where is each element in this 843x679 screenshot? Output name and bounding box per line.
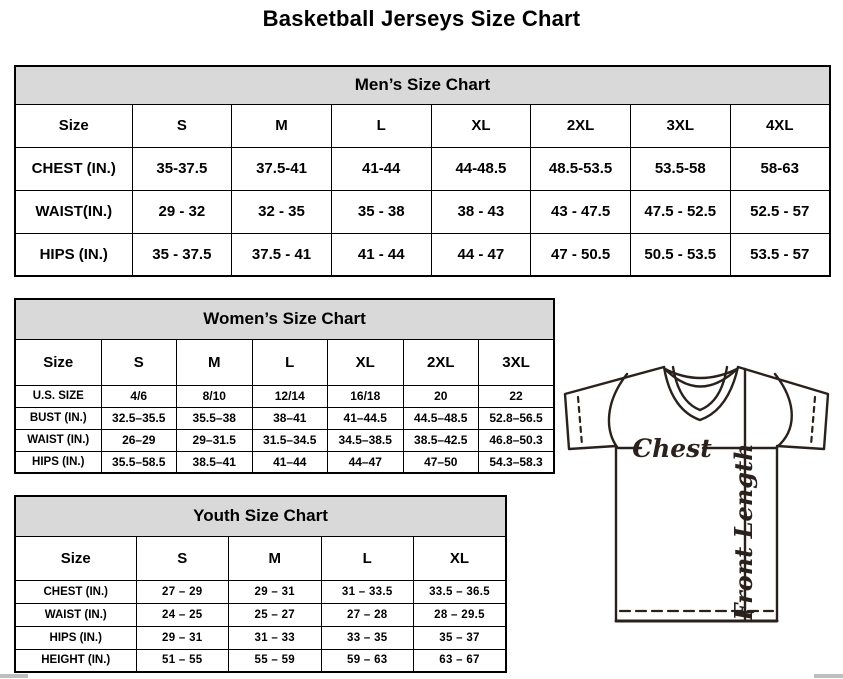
youth-row (15, 580, 506, 603)
mens-value-cell: 43 - 47.5 (531, 190, 631, 233)
womens-row-label: BUST (IN.) (15, 407, 101, 429)
cuff-dashed-line (578, 397, 582, 445)
mens-row (15, 147, 830, 190)
mens-value-cell: 47.5 - 52.5 (630, 190, 730, 233)
youth-value-cell: 25 – 27 (229, 603, 322, 626)
mens-column-header: M (232, 104, 332, 147)
womens-column-header: 3XL (479, 339, 555, 385)
mens-size-table (14, 65, 831, 277)
womens-value-cell: 35.5–38 (177, 407, 253, 429)
youth-value-cell: 27 – 28 (321, 603, 414, 626)
womens-value-cell: 32.5–35.5 (101, 407, 177, 429)
front-length-label: Front Length (729, 443, 758, 621)
womens-column-header: S (101, 339, 177, 385)
womens-value-cell: 16/18 (328, 385, 404, 407)
youth-column-header: L (321, 536, 414, 580)
womens-value-cell: 35.5–58.5 (101, 451, 177, 473)
youth-value-cell: 33.5 – 36.5 (414, 580, 507, 603)
youth-value-cell: 29 – 31 (136, 626, 229, 649)
youth-value-cell: 63 – 67 (414, 649, 507, 672)
youth-value-cell: 31 – 33 (229, 626, 322, 649)
womens-value-cell: 20 (403, 385, 479, 407)
youth-row (15, 603, 506, 626)
womens-value-cell: 44–47 (328, 451, 404, 473)
womens-value-cell: 41–44.5 (328, 407, 404, 429)
youth-table-title: Youth Size Chart (15, 496, 506, 536)
mens-value-cell: 37.5-41 (232, 147, 332, 190)
youth-value-cell: 33 – 35 (321, 626, 414, 649)
mens-row-label: WAIST(IN.) (15, 190, 132, 233)
mens-table-title: Men’s Size Chart (15, 66, 830, 104)
youth-value-cell: 31 – 33.5 (321, 580, 414, 603)
mens-value-cell: 32 - 35 (232, 190, 332, 233)
cuff-dashed-line (811, 397, 815, 445)
youth-column-header: Size (15, 536, 136, 580)
womens-row-label: U.S. SIZE (15, 385, 101, 407)
mens-column-header: 2XL (531, 104, 631, 147)
mens-value-cell: 35 - 38 (331, 190, 431, 233)
womens-size-table (14, 298, 555, 474)
mens-value-cell: 50.5 - 53.5 (630, 233, 730, 276)
womens-row (15, 429, 554, 451)
mens-value-cell: 53.5 - 57 (730, 233, 830, 276)
youth-value-cell: 27 – 29 (136, 580, 229, 603)
scrollbar-fragment-left[interactable] (0, 674, 28, 678)
womens-row-label: WAIST (IN.) (15, 429, 101, 451)
mens-value-cell: 53.5-58 (630, 147, 730, 190)
womens-row-label: HIPS (IN.) (15, 451, 101, 473)
mens-column-header: S (132, 104, 232, 147)
womens-value-cell: 29–31.5 (177, 429, 253, 451)
womens-value-cell: 34.5–38.5 (328, 429, 404, 451)
mens-row (15, 233, 830, 276)
mens-value-cell: 35 - 37.5 (132, 233, 232, 276)
mens-value-cell: 38 - 43 (431, 190, 531, 233)
womens-column-header: Size (15, 339, 101, 385)
mens-column-header: 4XL (730, 104, 830, 147)
womens-row (15, 451, 554, 473)
womens-value-cell: 8/10 (177, 385, 253, 407)
mens-value-cell: 47 - 50.5 (531, 233, 631, 276)
mens-column-header: XL (431, 104, 531, 147)
youth-size-table (14, 495, 507, 673)
womens-column-header: XL (328, 339, 404, 385)
youth-row-label: HEIGHT (IN.) (15, 649, 136, 672)
mens-value-cell: 35-37.5 (132, 147, 232, 190)
youth-value-cell: 51 – 55 (136, 649, 229, 672)
mens-value-cell: 44 - 47 (431, 233, 531, 276)
mens-column-header: Size (15, 104, 132, 147)
mens-value-cell: 41 - 44 (331, 233, 431, 276)
scrollbar-fragment-right[interactable] (814, 674, 843, 678)
womens-value-cell: 31.5–34.5 (252, 429, 328, 451)
youth-row (15, 626, 506, 649)
mens-value-cell: 58-63 (730, 147, 830, 190)
mens-row (15, 190, 830, 233)
womens-value-cell: 41–44 (252, 451, 328, 473)
mens-value-cell: 37.5 - 41 (232, 233, 332, 276)
womens-value-cell: 12/14 (252, 385, 328, 407)
mens-column-header: L (331, 104, 431, 147)
womens-row (15, 407, 554, 429)
page-title: Basketball Jerseys Size Chart (262, 6, 581, 31)
jersey-measurement-diagram (558, 353, 843, 635)
womens-value-cell: 38–41 (252, 407, 328, 429)
youth-value-cell: 55 – 59 (229, 649, 322, 672)
youth-value-cell: 28 – 29.5 (414, 603, 507, 626)
mens-value-cell: 41-44 (331, 147, 431, 190)
mens-value-cell: 29 - 32 (132, 190, 232, 233)
chest-label: Chest (632, 434, 712, 463)
womens-value-cell: 46.8–50.3 (479, 429, 555, 451)
mens-value-cell: 52.5 - 57 (730, 190, 830, 233)
youth-value-cell: 35 – 37 (414, 626, 507, 649)
womens-value-cell: 22 (479, 385, 555, 407)
womens-value-cell: 38.5–42.5 (403, 429, 479, 451)
womens-row (15, 385, 554, 407)
youth-row-label: WAIST (IN.) (15, 603, 136, 626)
mens-column-header: 3XL (630, 104, 730, 147)
womens-value-cell: 47–50 (403, 451, 479, 473)
womens-column-header: M (177, 339, 253, 385)
womens-value-cell: 54.3–58.3 (479, 451, 555, 473)
womens-value-cell: 44.5–48.5 (403, 407, 479, 429)
youth-row-label: CHEST (IN.) (15, 580, 136, 603)
mens-value-cell: 44-48.5 (431, 147, 531, 190)
womens-value-cell: 38.5–41 (177, 451, 253, 473)
womens-value-cell: 4/6 (101, 385, 177, 407)
womens-table-title: Women’s Size Chart (15, 299, 554, 339)
jersey-outline (565, 367, 828, 621)
womens-column-header: L (252, 339, 328, 385)
womens-value-cell: 52.8–56.5 (479, 407, 555, 429)
womens-value-cell: 26–29 (101, 429, 177, 451)
youth-column-header: XL (414, 536, 507, 580)
youth-row (15, 649, 506, 672)
youth-row-label: HIPS (IN.) (15, 626, 136, 649)
womens-column-header: 2XL (403, 339, 479, 385)
mens-value-cell: 48.5-53.5 (531, 147, 631, 190)
youth-column-header: M (229, 536, 322, 580)
mens-row-label: HIPS (IN.) (15, 233, 132, 276)
youth-value-cell: 29 – 31 (229, 580, 322, 603)
youth-value-cell: 59 – 63 (321, 649, 414, 672)
youth-value-cell: 24 – 25 (136, 603, 229, 626)
youth-column-header: S (136, 536, 229, 580)
mens-row-label: CHEST (IN.) (15, 147, 132, 190)
